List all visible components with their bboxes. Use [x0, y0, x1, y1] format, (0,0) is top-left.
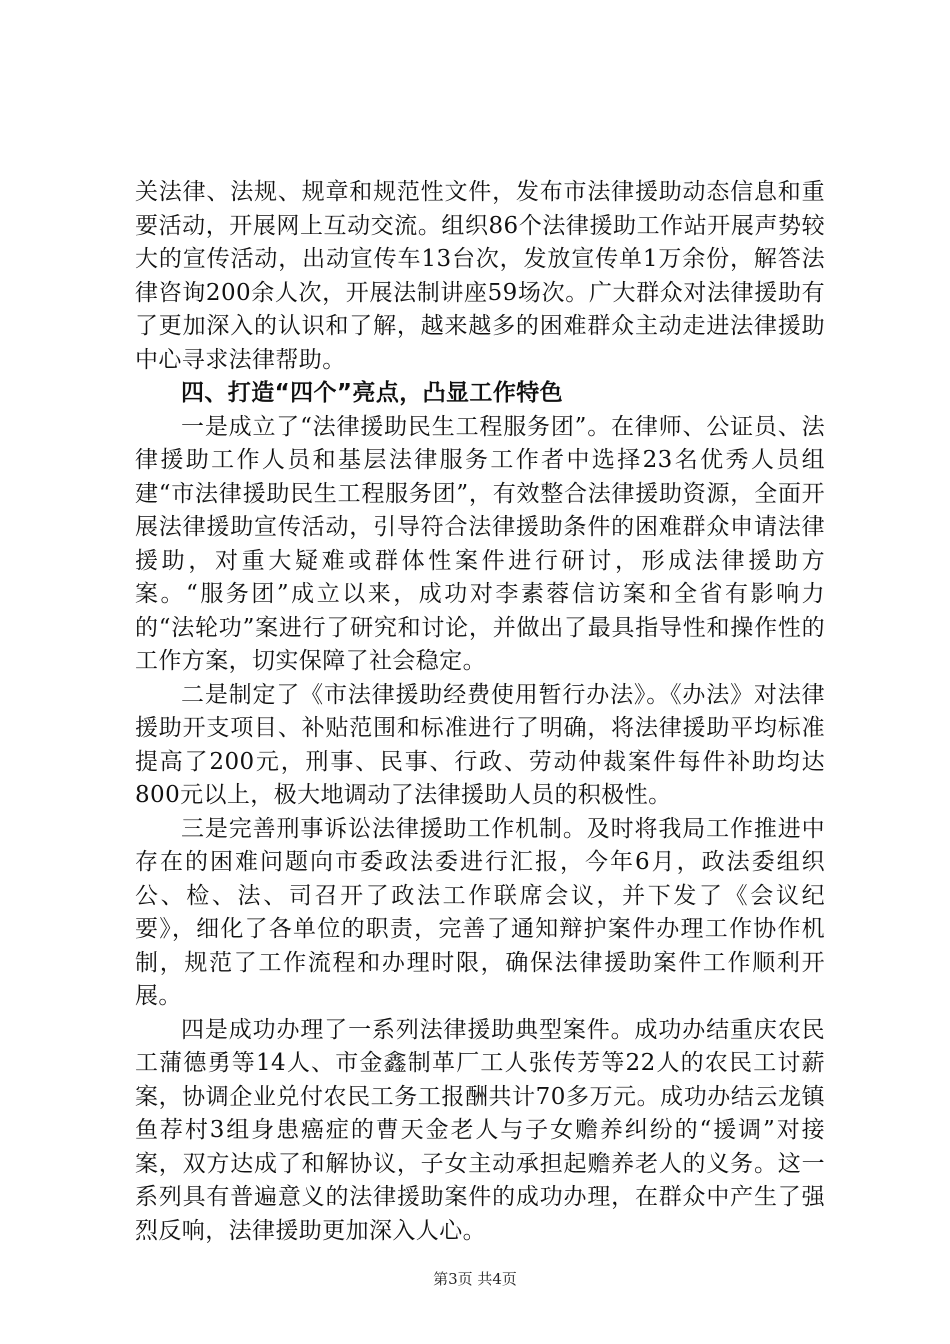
paragraph-service-team: 一是成立了“法律援助民生工程服务团”。在律师、公证员、法律援助工作人员和基层法律服务工作者中选择23名优秀人员组建“市法律援助民生工程服务团”，有效整合法律援助资源，全面开展法律援助宣传活动，引导符合法律援助条件的困难群众申请法律援助，对重大疑难或群体性案件进行研讨，形成法律援助方案。“服务团”成立以来，成功对李素蓉信访案和全省有影响力的“法轮功”案进行了研究和讨论，并做出了最具指导性和操作性的工作方案，切实保障了社会稳定。	[135, 413, 825, 674]
document-body	[135, 176, 825, 1248]
paragraph-funding-measures: 二是制定了《市法律援助经费使用暂行办法》。《办法》对法律援助开支项目、补贴范围和标准进行了明确，将法律援助平均标准提高了200元，刑事、民事、行政、劳动仲裁案件每件补助均达800元以上，极大地调动了法律援助人员的积极性。	[135, 681, 825, 808]
section-heading: 四、打造“四个”亮点，凸显工作特色	[181, 380, 564, 406]
paragraph-continued: 关法律、法规、规章和规范性文件，发布市法律援助动态信息和重要活动，开展网上互动交流。组织86个法律援助工作站开展声势较大的宣传活动，出动宣传车13台次，发放宣传单1万余份，解答法律咨询200余人次，开展法制讲座59场次。广大群众对法律援助有了更加深入的认识和了解，越来越多的困难群众主动走进法律援助中心寻求法律帮助。	[135, 179, 825, 373]
paragraph-typical-cases: 四是成功办理了一系列法律援助典型案件。成功办结重庆农民工蒲德勇等14人、市金鑫制革厂工人张传芳等22人的农民工讨薪案，协调企业兑付农民工务工报酬共计70多万元。成功办结云龙镇鱼荐村3组身患癌症的曹天金老人与子女赡养纠纷的“援调”对接案，双方达成了和解协议，子女主动承担起赡养老人的义务。这一系列具有普遍意义的法律援助案件的成功办理，在群众中产生了强烈反响，法律援助更加深入人心。	[135, 1016, 825, 1244]
page-footer: 第3页 共4页	[433, 1270, 517, 1288]
paragraph-criminal-mechanism: 三是完善刑事诉讼法律援助工作机制。及时将我局工作推进中存在的困难问题向市委政法委进行汇报，今年6月，政法委组织公、检、法、司召开了政法工作联席会议，并下发了《会议纪要》，细化了各单位的职责，完善了通知辩护案件办理工作协作机制，规范了工作流程和办理时限，确保法律援助案件工作顺利开展。	[135, 815, 825, 1009]
